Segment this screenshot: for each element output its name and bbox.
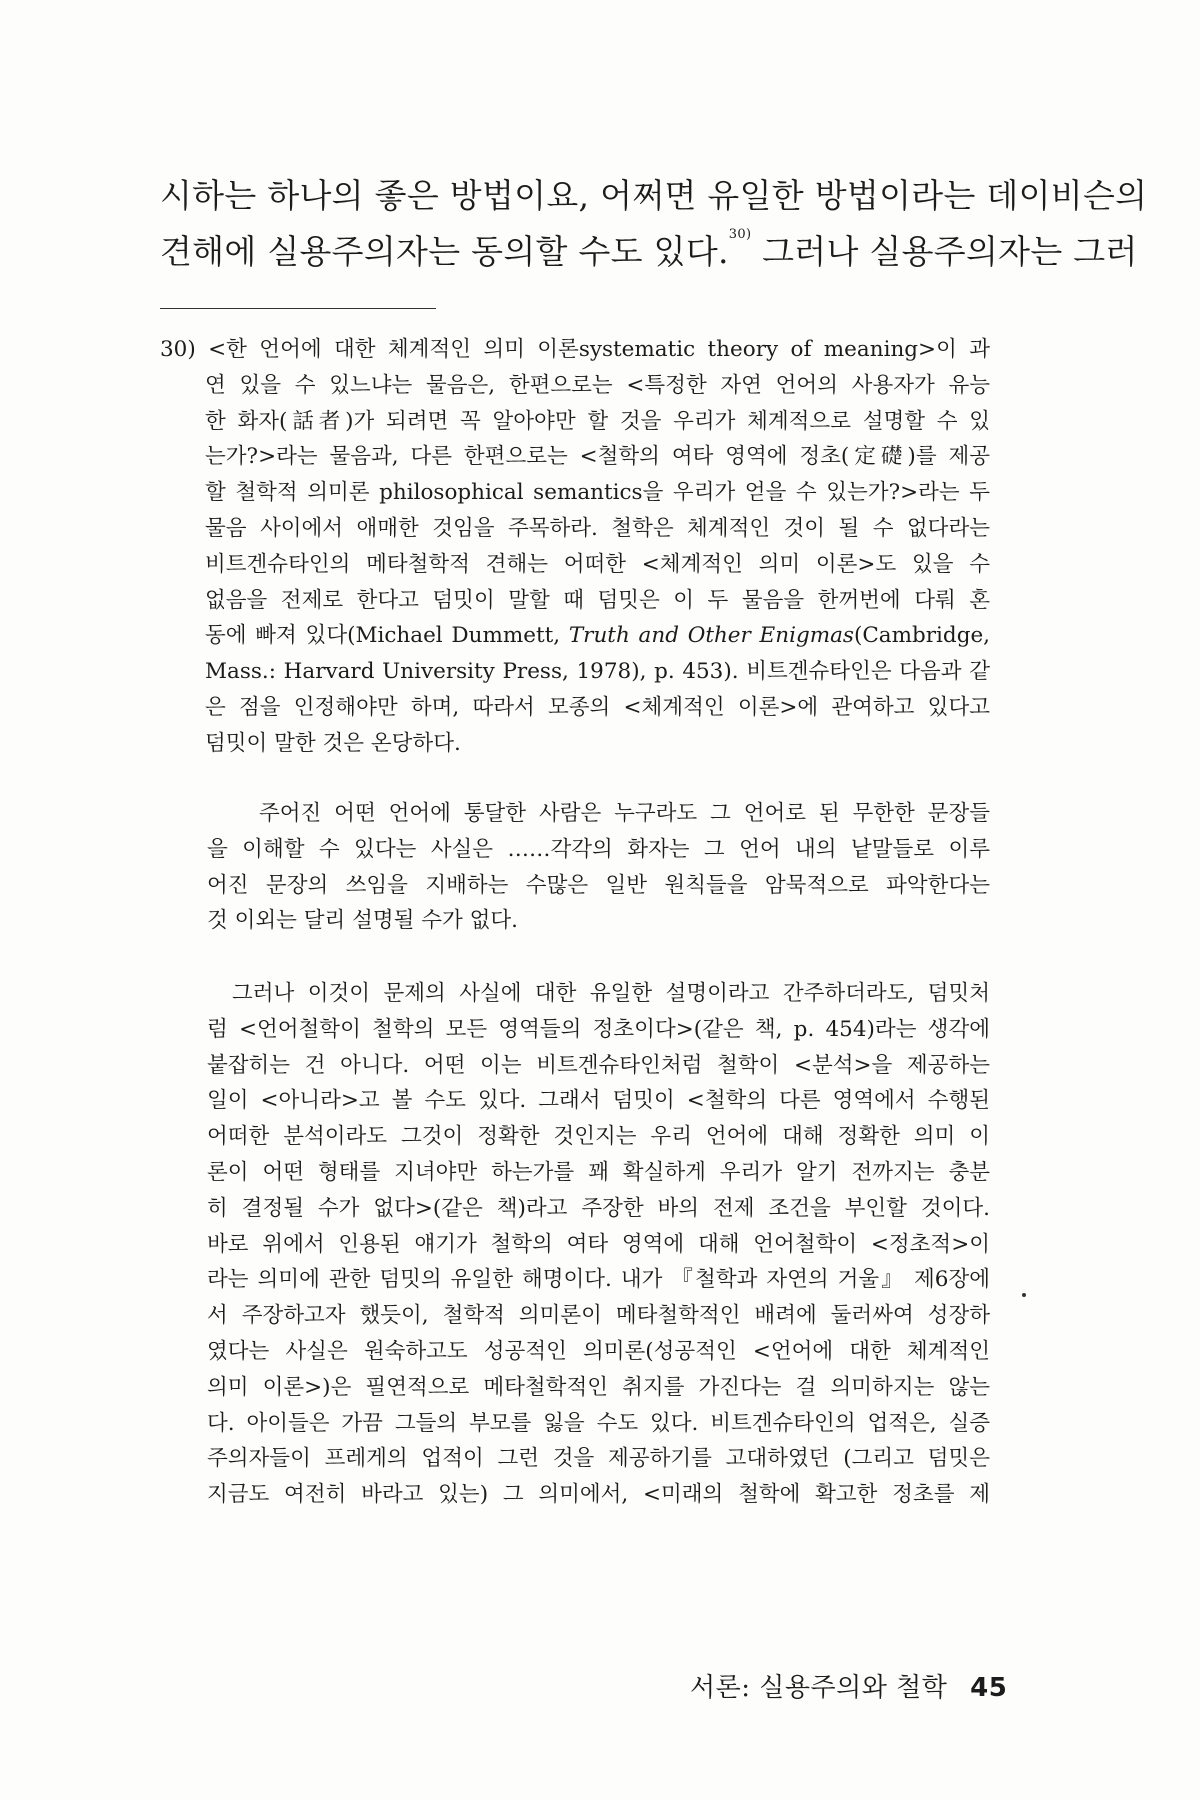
footnote-segment: 동에 빠져 있다(Michael Dummett, — [205, 623, 569, 649]
footnote-line: 은 점을 인정해야만 하며, 따라서 모종의 <체계적인 이론>에 관여하고 있다고 — [205, 694, 990, 720]
main-text-segment: 견해에 실용주의자는 동의할 수도 있다. — [160, 232, 729, 271]
paragraph-line: 다. 아이들은 가끔 그들의 부모를 잃을 수도 있다. 비트겐슈타인의 업적은, 실증 — [207, 1410, 990, 1436]
footnote-segment: (Cambridge, — [853, 623, 991, 649]
quote-line: 어진 문장의 쓰임을 지배하는 수많은 일반 원칙들을 암묵적으로 파악한다는 — [207, 872, 990, 898]
footnote-line — [160, 618, 990, 654]
paragraph-line: 그러나 이것이 문제의 사실에 대한 유일한 설명이라고 간주하더라도, 덤밋처 — [232, 981, 990, 1006]
paragraph-line: 붙잡히는 건 아니다. 어떤 이는 비트겐슈타인처럼 철학이 <분석>을 제공하는 — [207, 1052, 990, 1078]
page-number: 45 — [970, 1673, 1008, 1703]
quote-line: 것 이외는 달리 설명될 수가 없다. — [207, 908, 519, 934]
paragraph-line: 지금도 여전히 바라고 있는) 그 의미에서, <미래의 철학에 확고한 정초를 제 — [207, 1482, 990, 1508]
paragraph-line: 였다는 사실은 원숙하고도 성공적인 의미론(성공적인 <언어에 대한 체계적인 — [207, 1338, 990, 1364]
footnote-line: 연 있을 수 있느냐는 물음은, 한편으로는 <특정한 자연 언어의 사용자가 유능 — [205, 372, 990, 398]
paragraph-line: 히 결정될 수가 없다>(같은 책)라고 주장한 바의 전제 조건을 부인할 것이다. — [207, 1195, 990, 1221]
paragraph-line: 론이 어떤 형태를 지녀야만 하는가를 꽤 확실하게 우리가 알기 전까지는 충분 — [207, 1159, 990, 1185]
book-title: Truth and Other Enigmas — [568, 623, 854, 649]
paragraph-line: 바로 위에서 인용된 얘기가 철학의 여타 영역에 대해 언어철학이 <정초적>이 — [207, 1231, 990, 1257]
footnote-divider — [160, 308, 436, 309]
paragraph-line: 주의자들이 프레게의 업적이 그런 것을 제공하기를 고대하였던 (그리고 덤밋은 — [207, 1446, 990, 1472]
running-title: 서론: 실용주의와 철학 — [690, 1673, 948, 1703]
main-text-segment: 그러나 실용주의자는 그러 — [751, 232, 1138, 271]
footnote-line: 할 철학적 의미론 philosophical semantics을 우리가 얻을 수 있는가?>라는 두 — [205, 480, 990, 506]
footnote-line: 는가?>라는 물음과, 다른 한편으로는 <철학의 여타 영역에 정초(定礎)를 제공 — [205, 444, 990, 470]
paragraph-line: 어떠한 분석이라도 그것이 정확한 것인지는 우리 언어에 대해 정확한 의미 이 — [207, 1124, 990, 1150]
footnote-line: 한 화자(話者)가 되려면 꼭 알아야만 할 것을 우리가 체계적으로 설명할 수 있 — [205, 408, 990, 434]
page-footer — [690, 1667, 1007, 1704]
footnote-ref: 30) — [728, 227, 752, 242]
footnote-30 — [160, 332, 990, 762]
block-quote — [207, 796, 990, 939]
margin-mark — [1022, 1293, 1026, 1297]
footnote-line: 없음을 전제로 한다고 덤밋이 말할 때 덤밋은 이 두 물음을 한꺼번에 다뤄 혼 — [205, 587, 990, 613]
main-text — [160, 168, 1148, 280]
paragraph-line: 럼 <언어철학이 철학의 모든 영역들의 정초이다>(같은 책, p. 454)라는 생각에 — [207, 1016, 990, 1042]
footnote-line: 덤밋이 말한 것은 온당하다. — [205, 730, 461, 756]
footnote-line: Mass.: Harvard University Press, 1978), p. 453). 비트겐슈타인은 다음과 같 — [205, 659, 990, 685]
footnote-line: 비트겐슈타인의 메타철학적 견해는 어떠한 <체계적인 의미 이론>도 있을 수 — [205, 551, 990, 577]
paragraph-line: 의미 이론>)은 필연적으로 메타철학적인 취지를 가진다는 걸 의미하지는 않는 — [207, 1374, 990, 1400]
paragraph-line: 일이 <아니라>고 볼 수도 있다. 그래서 덤밋이 <철학의 다른 영역에서 수행된 — [207, 1088, 990, 1114]
main-text-line: 시하는 하나의 좋은 방법이요, 어쩌면 유일한 방법이라는 데이비슨의 — [160, 176, 1148, 215]
footnote-line: 30) <한 언어에 대한 체계적인 의미 이론systematic theory of meaning>이 과 — [160, 337, 990, 362]
paragraph-line: 라는 의미에 관한 덤밋의 유일한 해명이다. 내가 『철학과 자연의 거울』 제6장에 — [207, 1267, 990, 1293]
paragraph-line: 서 주장하고자 했듯이, 철학적 의미론이 메타철학적인 배려에 둘러싸여 성장하 — [207, 1303, 990, 1329]
continuation-paragraph — [207, 976, 990, 1513]
quote-line: 을 이해할 수 있다는 사실은 ……각각의 화자는 그 언어 내의 낱말들로 이루 — [207, 836, 990, 862]
quote-line: 주어진 어떤 언어에 통달한 사람은 누구라도 그 언어로 된 무한한 문장들 — [259, 801, 990, 826]
footnote-line: 물음 사이에서 애매한 것임을 주목하라. 철학은 체계적인 것이 될 수 없다라는 — [205, 515, 990, 541]
main-text-line — [160, 224, 1138, 280]
